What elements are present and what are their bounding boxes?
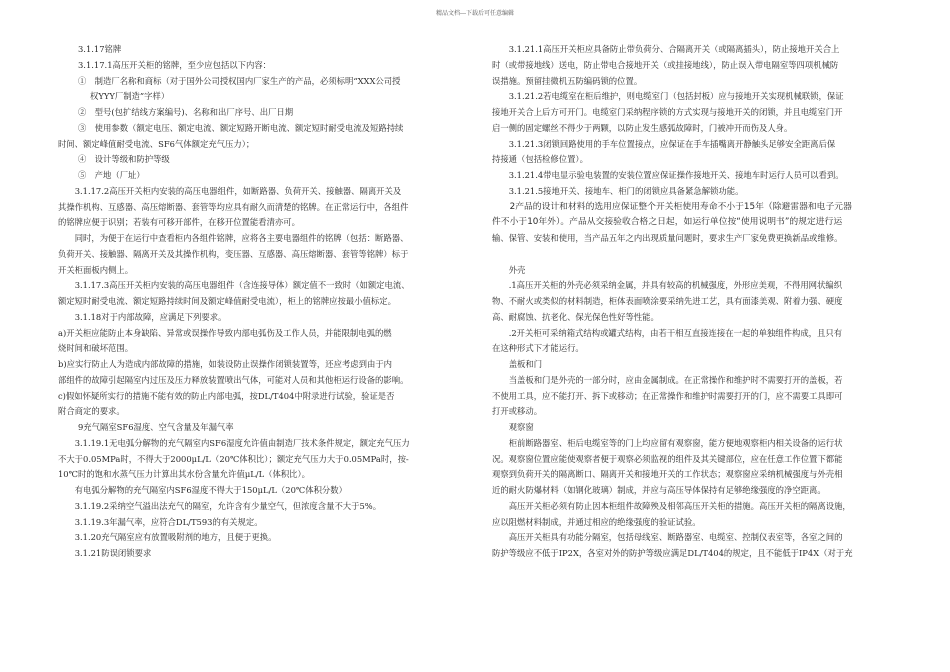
left-paragraph-line: 同时，为便于在运行中查看柜内各组件铭牌，应将各主要电器组件的铭牌（包括：断路器、 [74, 233, 409, 243]
right-paragraph-line: 防护等级应不低于IP2X，各室对外的防护等级应满足DL/T404的规定，且不能低于IP4X（对于充 [492, 548, 853, 558]
left-paragraph-line: ④ 设计等级和防护等级 [78, 154, 170, 165]
left-paragraph-line: 烧时间和破坏范围。 [58, 343, 134, 354]
left-paragraph-line: ② 型号(包扩结线方案编号)、名称和出厂序号、出厂日期 [78, 107, 294, 117]
right-paragraph-line: 盖板和门 [508, 359, 543, 369]
left-paragraph-line: b)应实行防止人为造成内部故障的措施，如装设防止误操作闭锁装置等，还应考虑到由于内 [58, 359, 393, 369]
left-paragraph-line: 权YYY厂制造”字样） [90, 91, 170, 102]
left-paragraph-line: 10℃时的饱和水蒸气压力计算出其水份含量允许值μL/L（体积比）。 [58, 469, 311, 480]
left-paragraph-line: 9充气隔室SF6湿度、空气含量及年漏气率 [78, 422, 234, 432]
left-paragraph-line: 3.1.17.3高压开关柜内安装的高压电器组件（含连接导体）额定值不一致时（如额定电流、 [74, 280, 410, 291]
left-paragraph-line: 负荷开关、接触器、隔离开关及其操作机构，变压器、互感器、高压熔断器、套管等铭牌）标于 [58, 248, 409, 259]
right-paragraph-line: 3.1.21.1高压开关柜应具备防止带负荷分、合隔离开关（或隔离插头），防止接地开关合上 [508, 44, 840, 54]
right-paragraph-line: 3.1.21.5接地开关、接地车、柜门的闭锁应具备紧急解锁功能。 [508, 185, 744, 196]
left-paragraph-line: 3.1.19.1无电弧分解物的充气隔室内SF6湿度允许值由制造厂技术条件规定，额定充气压力 [74, 437, 410, 448]
right-paragraph-line: 件不小于10年外）。产品从交接验收合格之日起，如运行单位按“使用说明书”的规定进行运 [492, 217, 843, 228]
right-paragraph-line: 观察到负荷开关的隔离断口、隔离开关和接地开关的工作状态；观察窗应采纳机械强度与外壳相 [492, 469, 843, 480]
left-paragraph-line: 额定短时耐受电流、额定短路持续时间及额定峰值耐受电流），柜上的铭牌应按最小值标定。 [58, 296, 396, 306]
left-paragraph-line: 其操作机构、互感器、高压熔断器、套管等均应具有耐久而清楚的铭牌。在正常运行中，各组件 [58, 201, 409, 212]
right-paragraph-line: 物、不耐火或类似的材料制造，柜体表面喷涂要采纳先进工艺，具有面漆美观、附着力强、硬度 [492, 296, 843, 306]
right-paragraph-line: 观察窗 [508, 422, 534, 432]
right-paragraph-line: 持接通（包括检修位置）。 [492, 154, 588, 165]
right-paragraph-line: 在这种形式下才能运行。 [492, 343, 584, 354]
left-paragraph-line: 附合商定的要求。 [58, 406, 125, 417]
right-paragraph-line: 3.1.21.2若电缆室在柜后维护，则电缆室门（包括封板）应与接地开关实现机械联锁，保证 [508, 91, 844, 102]
right-paragraph-line: .2开关柜可采纳箱式结构或罐式结构，由若干相互直接连接在一起的单独组件构成，且只有 [508, 327, 843, 338]
left-paragraph-line: c)假如怀疑所实行的措施不能有效的防止内部电弧，按DL/T404中附录进行试验，验证是否 [58, 390, 395, 401]
right-paragraph-line: 当盖板和门是外壳的一部分时，应由金属制成。在正常操作和维护时不需要打开的盖板，若 [508, 374, 843, 385]
right-paragraph-line: 高压开关柜必须有防止因本柜组件故障殃及相邻高压开关柜的措施。高压开关柜的隔离设施， [508, 500, 851, 511]
left-paragraph-line: 3.1.17铭牌 [78, 44, 122, 54]
left-paragraph-line: 不大于0.05MPa时，不得大于2000μL/L（20℃体积比）；额定充气压力大于0.05MPa时，按- [58, 453, 409, 464]
right-paragraph-line: 误措施。预留挂微机五防编码锁的位置。 [492, 75, 643, 86]
left-paragraph-line: 3.1.17.2高压开关柜内安装的高压电器组件，如断路器、负荷开关、接触器、隔离开关及 [74, 185, 402, 196]
left-paragraph-line: a)开关柜应能防止本身缺陷、异常或误操作导致内部电弧伤及工作人员，并能限制电弧的燃 [58, 327, 392, 338]
right-paragraph-line: 时（或带接地线）送电，防止带电合接地开关（或挂接地线），防止误入带电隔室等四项机械防 [492, 59, 839, 70]
right-paragraph-line [492, 247, 892, 263]
left-paragraph-line: 3.1.20充气隔室应有放置吸附剂的地方，且便于更换。 [74, 532, 277, 543]
left-paragraph-line: 3.1.17.1高压开关柜的铭牌，至少应包括以下内容： [78, 59, 272, 70]
left-column [58, 42, 450, 562]
right-paragraph-line: 2产品的设计和材料的选用应保证整个开关柜使用寿命不小于15年（除避雷器和电子元器 [509, 201, 852, 212]
left-paragraph-line: ① 制造厂名称和商标（对于国外公司授权国内厂家生产的产品，必须标明“XXX公司授 [78, 75, 401, 86]
left-paragraph-line: 开关柜面板内侧上。 [58, 264, 134, 275]
left-paragraph-line: 3.1.18对于内部故障，应满足下列要求。 [74, 311, 227, 322]
right-paragraph-line: 高压开关柜具有功能分隔室，包括母线室、断路器室、电缆室、控制仪表室等，各室之间的 [508, 532, 843, 543]
left-paragraph-line: 3.1.19.3年漏气率，应符合DL/T593的有关规定。 [74, 516, 263, 527]
right-paragraph-line: 3.1.21.3闭锁回路使用的手车位置接点，应保证在手车插嘴离开静触头足够安全距离后保 [508, 138, 836, 149]
right-paragraph-line: 打开或移动。 [492, 406, 543, 417]
right-paragraph-line: 柜前断路器室、柜后电缆室等的门上均应留有观察窗，能方便地观察柜内相关设备的运行状 [508, 437, 843, 448]
left-paragraph-line: 有电弧分解物的充气隔室内SF6湿度不得大于150μL/L（20℃体积分数） [74, 485, 347, 495]
left-paragraph-line: ⑤ 产地（厂址） [78, 170, 145, 180]
right-paragraph-line: 况。观察窗位置应能使观察者便于观察必须监视的组件及其关键部位，应在任意工作位置下都能 [492, 453, 843, 464]
right-paragraph-line: 外壳 [508, 264, 526, 275]
left-paragraph-line: 部组件的故障引起隔室内过压及压力释放装置喷出气体，可能对人员和其他柜运行设备的影响。 [58, 374, 409, 385]
left-paragraph-line: 时间、额定峰值耐受电流、SF6气体额定充气压力）； [58, 138, 255, 149]
left-paragraph-line: 的铭牌应便于识别；若装有可移开部件，在移开位置能看清亦可。 [58, 217, 300, 228]
right-paragraph-line: 启一侧的固定螺丝不得少于两颗，以防止发生感弧故障时，门被冲开而伤及人身。 [492, 122, 793, 133]
right-paragraph-line: 应以阻燃材料制成，并通过相应的绝缘强度的验证试验。 [492, 516, 701, 527]
left-paragraph-line: 3.1.21防误闭锁要求 [74, 548, 152, 558]
right-column [492, 42, 892, 562]
right-paragraph-line: 输、保管、安装和使用，当产品五年之内出现质量问题时，要求生产厂家免费更换新品或维修。 [492, 233, 843, 243]
left-paragraph-line: ③ 使用参数（额定电压、额定电流、额定短路开断电流、额定短时耐受电流及短路持续 [78, 122, 404, 133]
page-header: 精品文档---下载后可任意编辑 [435, 10, 515, 17]
left-paragraph-line: 3.1.19.2采纳空气溢出法充气的隔室，允许含有少量空气，但浓度含量不大于5%。 [74, 500, 382, 511]
right-paragraph-line: 近的耐火防爆材料（如钢化玻璃）制成，并应与高压导体保持有足够绝缘强度的净空距离。 [492, 485, 826, 495]
right-paragraph-line: .1高压开关柜的外壳必须采纳金属，并具有较高的机械强度，外形应美观，不得用网状编织 [508, 280, 843, 291]
right-paragraph-line: 接地开关合上后方可开门。电缆室门采纳程序锁的方式实现与接地开关的闭锁，并且电缆室门开 [492, 107, 843, 117]
right-paragraph-line: 高、耐腐蚀、抗老化、保光保色性好等性能。 [492, 311, 659, 322]
right-paragraph-line: 不使用工具，应不能打开、拆下或移动；在正常操作和维护时需要打开的门，应不需要工具即可 [492, 390, 843, 401]
right-paragraph-line: 3.1.21.4带电显示验电装置的安装位置应保证操作接地开关、接地车时运行人员可以看到。 [508, 170, 844, 180]
